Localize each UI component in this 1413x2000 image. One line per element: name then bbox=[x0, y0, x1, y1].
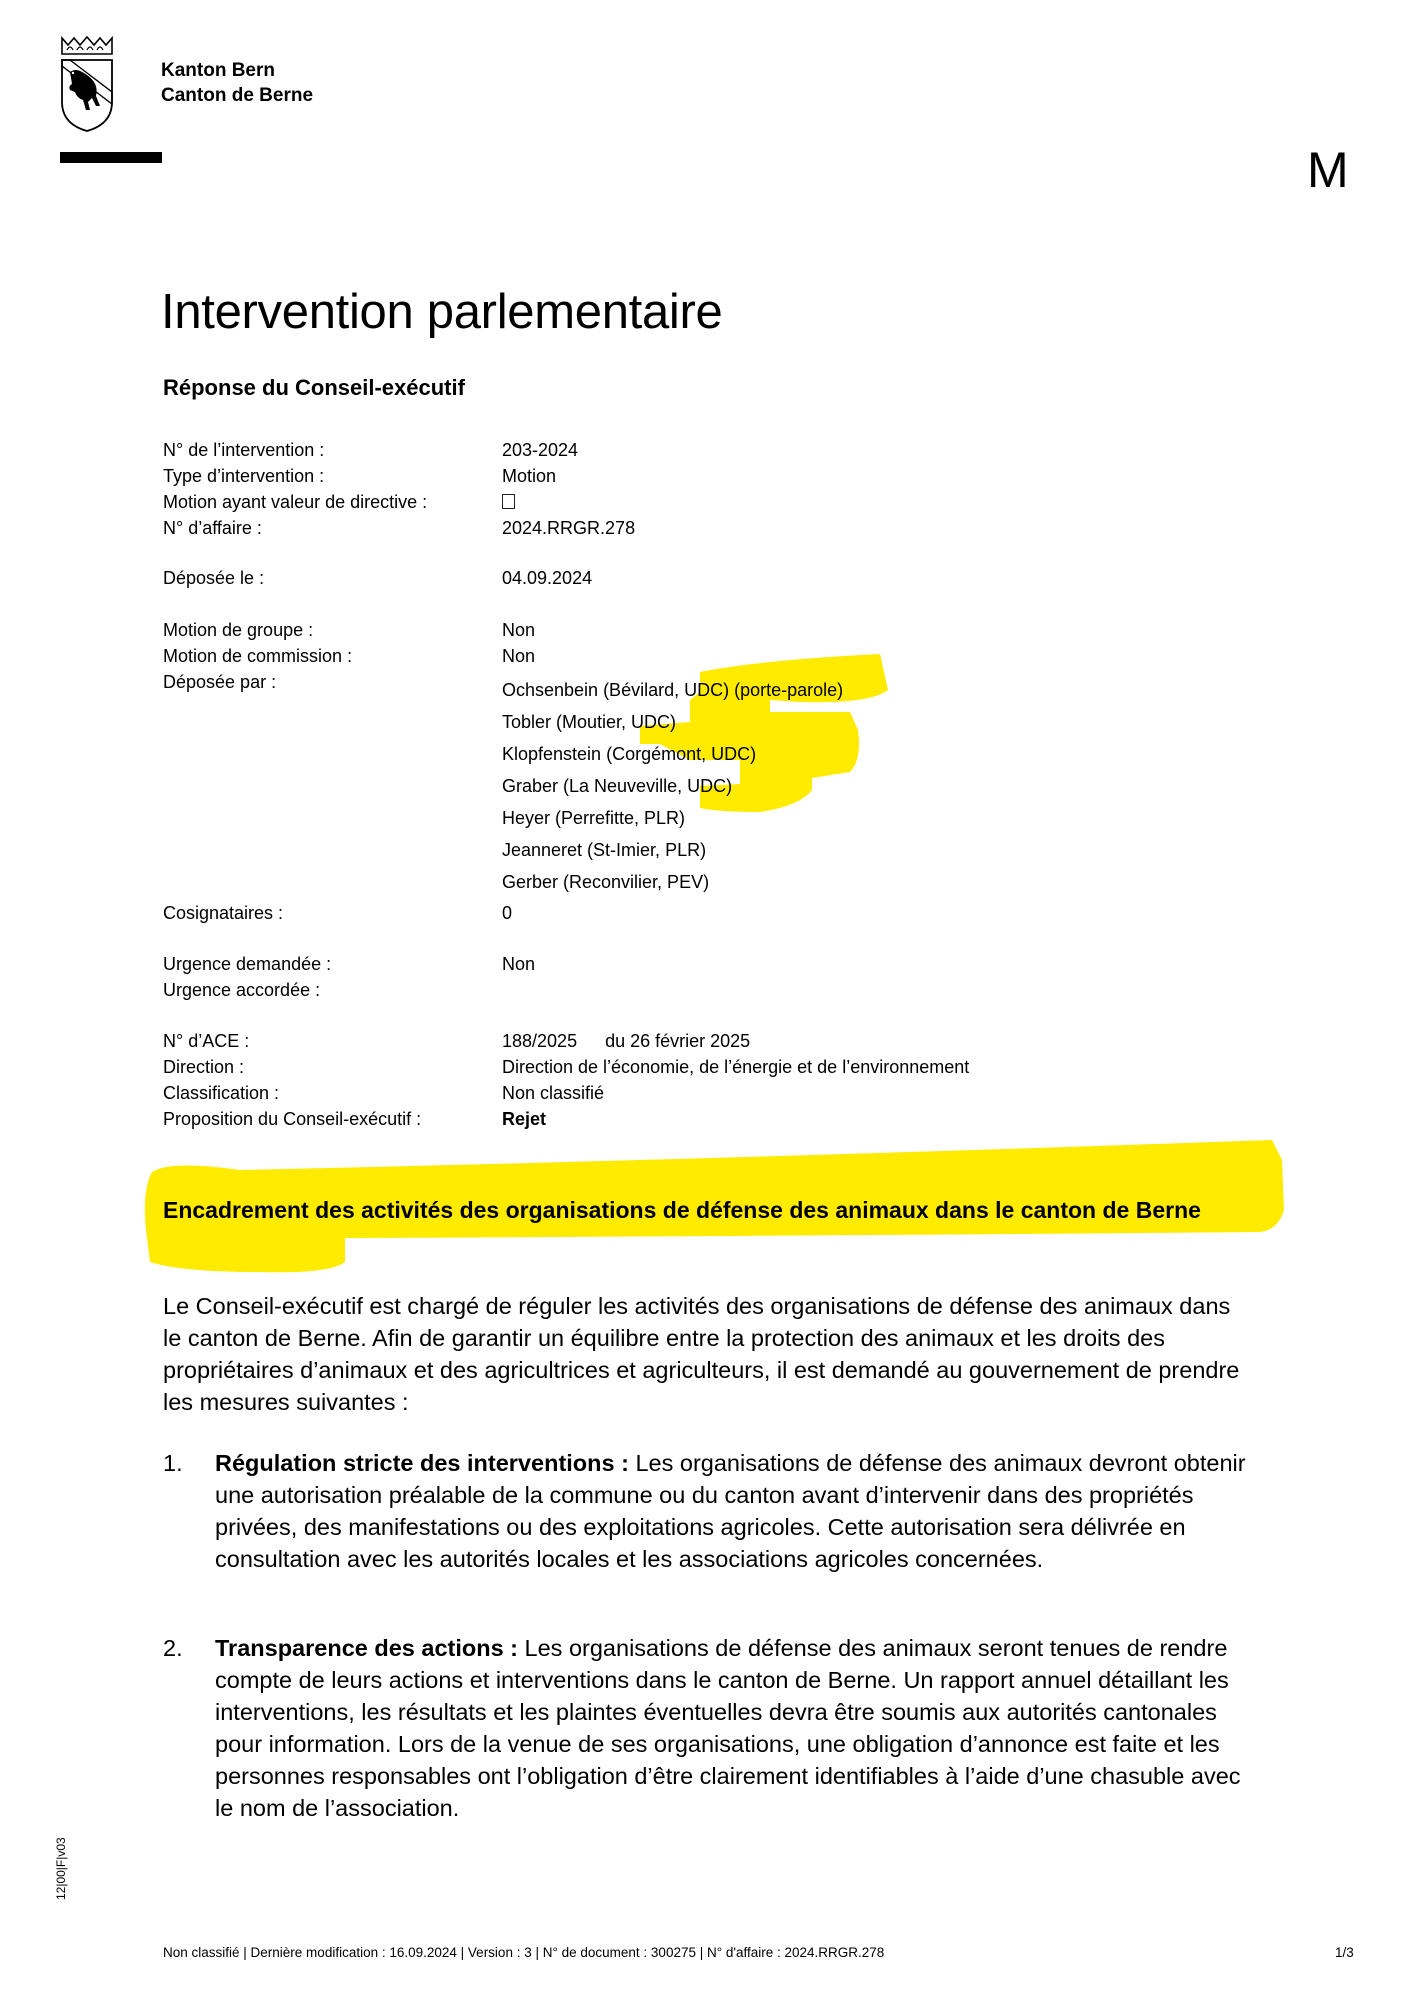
measure-number: 1. bbox=[163, 1450, 183, 1476]
author-item: Ochsenbein (Bévilard, UDC) (porte-parole) bbox=[502, 680, 844, 700]
author-item: Graber (La Neuveville, UDC) bbox=[502, 776, 733, 796]
authors-list bbox=[502, 674, 843, 898]
page-subtitle: Réponse du Conseil-exécutif bbox=[163, 375, 465, 400]
measure-text: Les organisations de défense des animaux seront tenues de rendre compte de leurs actions et interventions dans le canton de Berne. Un rapport annuel détaillant les interventions, les résultats et les plaintes éventuelles devra être soumis aux autorités cantonales pour information. Lors de la venue de ses organisations, une obligation d’annonce est faite et les personnes responsables ont l’obligation d’être clairement identifiables à l’aide d’une chasuble avec le nom de l’association. bbox=[215, 1635, 1241, 1821]
metadata-block-cosignataires bbox=[163, 900, 1163, 926]
measure-title: Transparence des actions : bbox=[215, 1635, 519, 1661]
measure-title: Régulation stricte des interventions : bbox=[215, 1450, 629, 1476]
intro-paragraph: Le Conseil-exécutif est chargé de réguler les activités des organisations de défense des animaux dans le canton de Berne. Afin de garantir un équilibre entre la protection des animaux et les droits des propriétaires d’animaux et des agricultrices et agriculteurs, il est demandé au gouvernement de prendre les mesures suivantes : bbox=[163, 1293, 1240, 1415]
measure-text: Les organisations de défense des animaux devront obtenir une autorisation préalable de la commune ou du canton avant d’intervenir dans des propriétés privées, des manifestations ou des exploitations agricoles. Cette autorisation sera délivrée en consultation avec les autorités locales et les associations agricoles concernées. bbox=[215, 1450, 1246, 1572]
author-item: Gerber (Reconvilier, PEV) bbox=[502, 872, 710, 892]
measure-item-2 bbox=[163, 1632, 1253, 1824]
template-code: 12|00|F|v03 bbox=[54, 1837, 68, 1900]
meta-row-affaire-no: N° d’affaire : 2024.RRGR.278 bbox=[163, 518, 636, 538]
meta-row-ace-no: N° d’ACE : 188/2025 du 26 février 2025 bbox=[163, 1031, 751, 1051]
meta-row-intervention-type: Type d’intervention : Motion bbox=[163, 466, 557, 486]
metadata-block-identification bbox=[163, 437, 1163, 541]
org-name-german: Kanton Bern bbox=[161, 60, 275, 81]
page-title: Intervention parlementaire bbox=[161, 285, 723, 339]
meta-row-motion-commission: Motion de commission : Non bbox=[163, 646, 536, 666]
author-item: Jeanneret (St-Imier, PLR) bbox=[502, 840, 707, 860]
measure-number: 2. bbox=[163, 1635, 183, 1661]
meta-row-deposee-le: Déposée le : 04.09.2024 bbox=[163, 568, 593, 588]
meta-row-urgence-accordee: Urgence accordée : bbox=[163, 980, 321, 1000]
meta-row-direction: Direction : Direction de l’économie, de l’énergie et de l’environnement bbox=[163, 1057, 970, 1077]
author-item: Heyer (Perrefitte, PLR) bbox=[502, 808, 686, 828]
ace-number: 188/2025 bbox=[502, 1031, 578, 1051]
author-item: Tobler (Moutier, UDC) bbox=[502, 712, 677, 732]
meta-row-proposition: Proposition du Conseil-exécutif : Rejet bbox=[163, 1106, 1163, 1132]
org-name-french: Canton de Berne bbox=[161, 85, 314, 106]
document-type-letter: M bbox=[1307, 142, 1349, 198]
footer-info: Non classifié | Dernière modification : 16.09.2024 | Version : 3 | N° de document : 300275 | N° d'affaire : 2024.RRGR.278 bbox=[163, 1945, 885, 1960]
ace-date: du 26 février 2025 bbox=[605, 1031, 751, 1051]
meta-row-directive: Motion ayant valeur de directive : bbox=[163, 489, 1163, 515]
proposition-value: Rejet bbox=[502, 1109, 547, 1129]
author-item: Klopfenstein (Corgémont, UDC) bbox=[502, 744, 757, 764]
measure-item-1 bbox=[163, 1447, 1253, 1575]
metadata-block-decision bbox=[163, 1028, 1163, 1132]
page-number: 1/3 bbox=[1335, 1945, 1354, 1960]
motion-heading: Encadrement des activités des organisations de défense des animaux dans le canton de Berne bbox=[163, 1197, 1201, 1223]
directive-checkbox[interactable] bbox=[502, 494, 515, 509]
meta-row-deposee-par: Déposée par : bbox=[163, 672, 277, 692]
metadata-block-date bbox=[163, 565, 1163, 591]
meta-row-cosignataires: Cosignataires : 0 bbox=[163, 903, 513, 923]
meta-row-intervention-no: N° de l’intervention : 203-2024 bbox=[163, 440, 579, 460]
metadata-block-urgence bbox=[163, 951, 1163, 1003]
meta-row-motion-groupe: Motion de groupe : Non bbox=[163, 620, 536, 640]
meta-row-classification: Classification : Non classifié bbox=[163, 1083, 605, 1103]
meta-row-urgence-demandee: Urgence demandée : Non bbox=[163, 954, 536, 974]
